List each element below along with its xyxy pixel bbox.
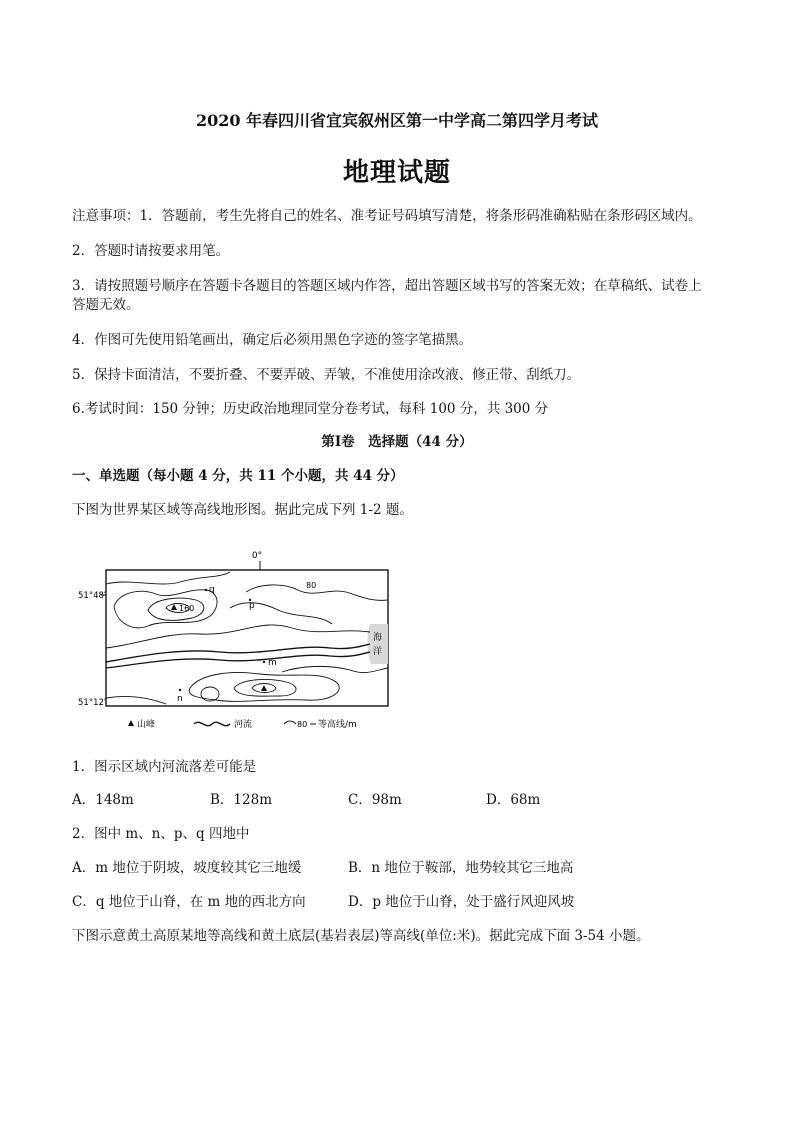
question-2-option-a: A．m 地位于阴坡，坡度较其它三地缓 [72,860,302,876]
subject-title: 地理试题 [342,158,451,188]
question-1-option-c: C．98m [348,792,402,808]
question-2-stem: 2．图中 m、n、p、q 四地中 [72,826,250,842]
sea-area [367,624,388,664]
peak-elevation-label: 160 [179,604,195,613]
note-line-6: 6.考试时间：150 分钟；历史政治地理同堂分卷考试，每科 100 分，共 300 分 [72,401,549,417]
legend-peak-icon [128,720,134,726]
question-1-stem: 1．图示区域内河流落差可能是 [72,759,257,775]
question-1-option-a: A．148m [72,792,134,808]
lat-top-label: 51°48′ [78,591,106,601]
note-line-1: 注意事项：1．答题前，考生先将自己的姓名、准考证号码填写清楚，将条形码准确粘贴在条形码区域内。 [72,208,702,224]
legend-river: 河流 [234,720,253,730]
river-line [106,644,370,662]
meridian-label: 0° [251,551,263,561]
question-2-option-d: D．p 地位于山脊，处于盛行风迎风坡 [348,894,575,910]
note-line-5: 5．保持卡面清洁，不要折叠、不要弄破、弄皱，不准使用涂改液、修正带、刮纸刀。 [72,367,581,383]
legend-contour-value: 80 [297,720,308,729]
question-1-option-b: B．128m [210,792,272,808]
point-n-label: n [177,694,183,704]
note-line-4: 4．作图可先使用铅笔画出，确定后必须用黑色字迹的签字笔描黑。 [72,332,473,348]
legend-river-icon [194,722,230,725]
section-title: 第Ⅰ卷 选择题（44 分） [321,434,473,450]
peak-triangle-icon [171,604,177,610]
question-2-option-c: C．q 地位于山脊，在 m 地的西北方向 [72,894,306,910]
note-line-2: 2．答题时请按要求用笔。 [72,243,230,259]
contour-80-label: 80 [306,581,317,590]
point-m-label: m [268,658,277,668]
legend-contour: 等高线/m [318,720,357,730]
sea-label-2: 洋 [373,647,383,657]
sea-label-1: 海 [373,633,383,643]
intro-map-2: 下图示意黄土高原某地等高线和黄土底层(基岩表层)等高线(单位:米)。据此完成下面 3-54 小题。 [72,928,650,944]
question-1-option-d: D．68m [486,792,541,808]
exam-title: 2020 年春四川省宜宾叙州区第一中学高二第四学月考试 [195,111,599,130]
intro-map-1: 下图为世界某区域等高线地形图。据此完成下列 1-2 题。 [72,502,413,518]
map-frame [106,570,388,706]
part-title: 一、单选题（每小题 4 分，共 11 个小题，共 44 分） [72,468,404,484]
legend-contour-icon [284,721,296,724]
point-p-label: p [249,601,255,611]
note-line-3-cont: 答题无效。 [72,297,140,313]
contour-map-figure [70,548,400,736]
point-q-label: q [209,585,215,595]
legend-peak: 山峰 [137,720,156,730]
note-line-3: 3．请按照题号顺序在答题卡各题目的答题区域内作答，超出答题区域书写的答案无效；在草稿纸、试卷上 [72,278,702,294]
lat-bottom-label: 51°12′ [78,698,106,708]
question-2-option-b: B．n 地位于鞍部，地势较其它三地高 [348,860,574,876]
